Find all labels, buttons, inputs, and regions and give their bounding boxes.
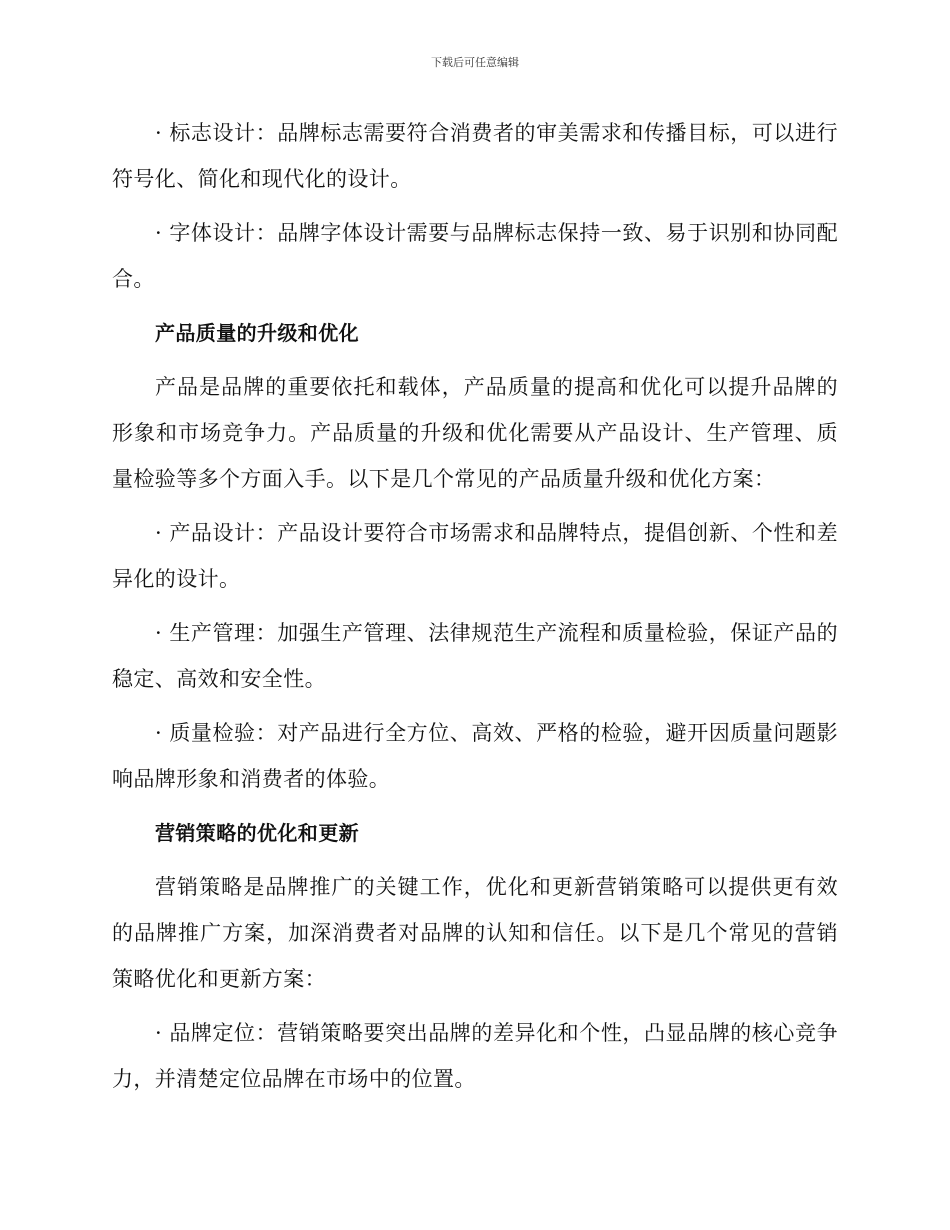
bullet-product-design: · 产品设计：产品设计要符合市场需求和品牌特点，提倡创新、个性和差异化的设计。: [112, 521, 838, 591]
paragraph-product-quality-intro: 产品是品牌的重要依托和载体，产品质量的提高和优化可以提升品牌的形象和市场竞争力。产品质量的升级和优化需要从产品设计、生产管理、质量检验等多个方面入手。以下是几个常见的产品质量升级和优化方案：: [112, 375, 838, 491]
section-heading-marketing-strategy: 营销策略的优化和更新: [155, 821, 359, 845]
bullet-production-management: · 生产管理：加强生产管理、法律规范生产流程和质量检验，保证产品的稳定、高效和安全性。: [112, 621, 838, 691]
paragraph-marketing-intro: 营销策略是品牌推广的关键工作，优化和更新营销策略可以提供更有效的品牌推广方案，加深消费者对品牌的认知和信任。以下是几个常见的营销策略优化和更新方案：: [112, 875, 838, 991]
section-heading-product-quality: 产品质量的升级和优化: [155, 321, 359, 345]
document-body: [112, 110, 838, 1110]
bullet-brand-positioning: · 品牌定位：营销策略要突出品牌的差异化和个性，凸显品牌的核心竞争力，并清楚定位品牌在市场中的位置。: [112, 1021, 838, 1091]
bullet-quality-inspection: · 质量检验：对产品进行全方位、高效、严格的检验，避开因质量问题影响品牌形象和消费者的体验。: [112, 721, 838, 791]
bullet-font-design: · 字体设计：品牌字体设计需要与品牌标志保持一致、易于识别和协同配合。: [112, 221, 838, 291]
page-header: 下载后可任意编辑: [431, 56, 519, 69]
bullet-logo-design: · 标志设计：品牌标志需要符合消费者的审美需求和传播目标，可以进行符号化、简化和现代化的设计。: [112, 121, 838, 191]
